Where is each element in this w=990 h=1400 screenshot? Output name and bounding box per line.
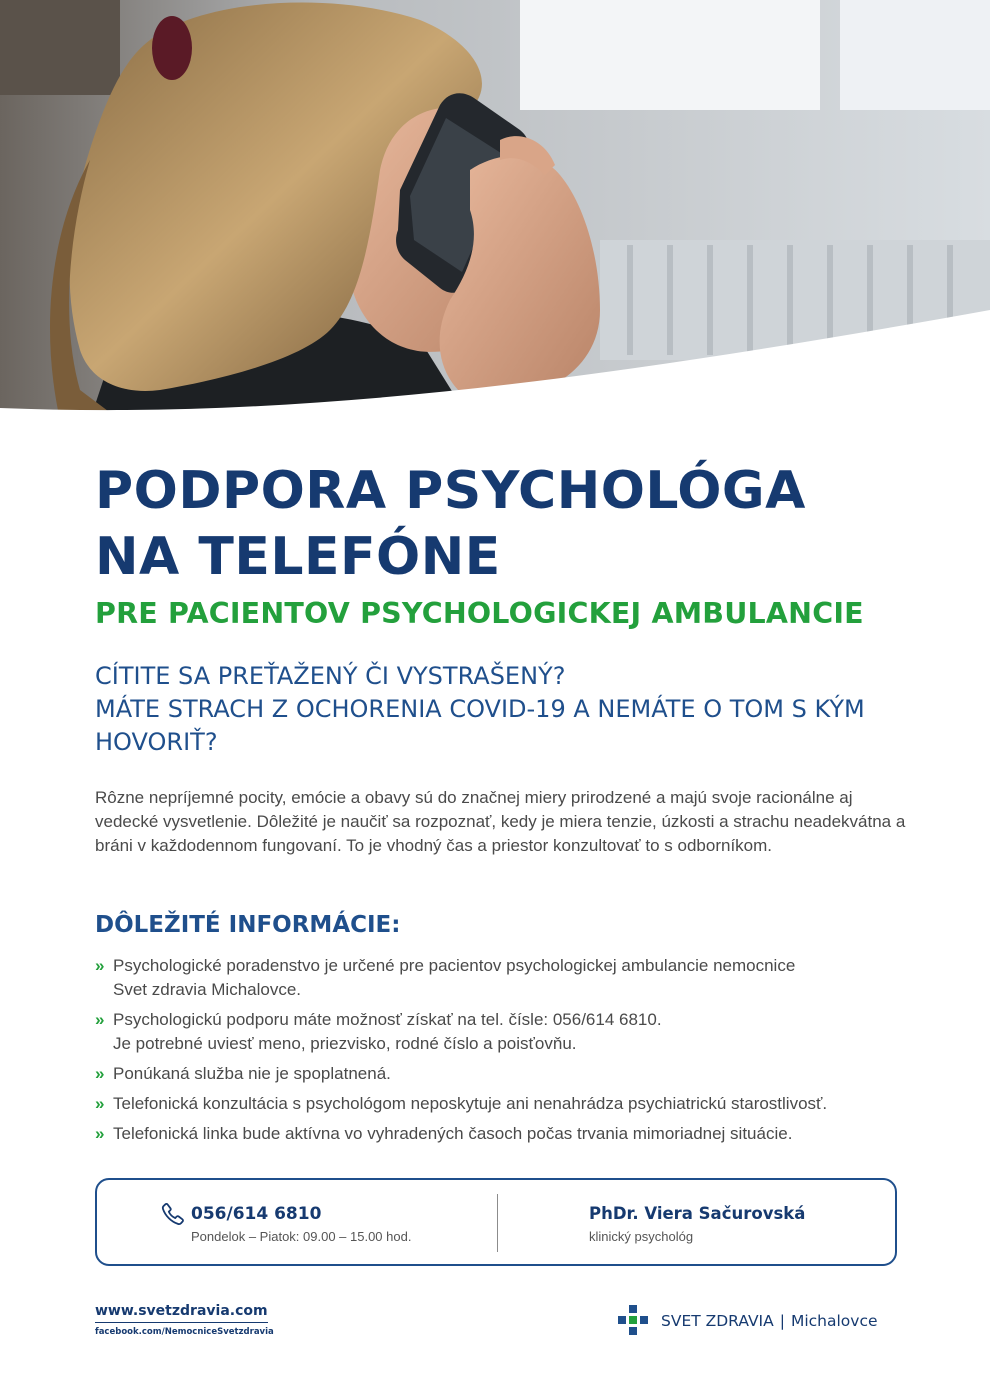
list-item bbox=[95, 1062, 925, 1086]
list-item-line-1: Telefonická konzultácia s psychológom neposkytuje ani nenahrádza psychiatrickú starostlivosť. bbox=[113, 1094, 828, 1113]
hero-photo bbox=[0, 0, 990, 420]
questions-block bbox=[95, 660, 955, 759]
logo-separator: | bbox=[779, 1312, 785, 1330]
title-line-2: NA TELEFÓNE bbox=[95, 527, 501, 587]
list-item bbox=[95, 1092, 925, 1116]
chevron-bullet-icon: » bbox=[95, 1010, 105, 1029]
list-item-line-2: Svet zdravia Michalovce. bbox=[113, 980, 302, 999]
logo-text bbox=[661, 1310, 878, 1332]
list-item bbox=[95, 1122, 925, 1146]
phone-icon bbox=[161, 1202, 185, 1226]
phone-number-link[interactable]: 056/614 6810 bbox=[191, 1204, 322, 1224]
chevron-bullet-icon: » bbox=[95, 956, 105, 975]
contact-box bbox=[95, 1178, 897, 1266]
poster-title bbox=[95, 458, 955, 590]
logo-brand: SVET ZDRAVIA bbox=[661, 1312, 774, 1330]
list-item-line-1: Telefonická linka bude aktívna vo vyhradených časoch počas trvania mimoriadnej situácie. bbox=[113, 1124, 793, 1143]
logo-city: Michalovce bbox=[790, 1312, 878, 1330]
chevron-bullet-icon: » bbox=[95, 1064, 105, 1083]
svet-zdravia-logo bbox=[617, 1304, 907, 1338]
list-item-line-1: Psychologické poradenstvo je určené pre pacientov psychologickej ambulancie nemocnice bbox=[113, 956, 796, 975]
list-item bbox=[95, 954, 925, 1002]
intro-paragraph: Rôzne nepríjemné pocity, emócie a obavy sú do značnej miery prirodzené a majú svoje racionálne aj vedecké vysvetlenie. Dôležité je naučiť sa rozpoznať, kedy je miera tenzie, úzkosti a strachu neadekvátna a bráni v každodennom fungovaní. To je vhodný čas a priestor konzultovať to s odborníkom. bbox=[95, 788, 906, 855]
office-hours: Pondelok – Piatok: 09.00 – 15.00 hod. bbox=[191, 1229, 412, 1244]
question-line-3: HOVORIŤ? bbox=[95, 728, 218, 756]
contact-divider bbox=[497, 1194, 498, 1252]
title-line-1: PODPORA PSYCHOLÓGA bbox=[95, 461, 806, 521]
info-list bbox=[95, 954, 925, 1152]
poster-subtitle: PRE PACIENTOV PSYCHOLOGICKEJ AMBULANCIE bbox=[95, 597, 864, 630]
chevron-bullet-icon: » bbox=[95, 1124, 105, 1143]
doctor-role: klinický psychológ bbox=[589, 1229, 694, 1244]
info-heading: DÔLEŽITÉ INFORMÁCIE: bbox=[95, 912, 401, 938]
doctor-name: PhDr. Viera Sačurovská bbox=[589, 1204, 806, 1223]
list-item-line-2: Je potrebné uviesť meno, priezvisko, rodné číslo a poisťovňu. bbox=[113, 1034, 577, 1053]
facebook-link[interactable]: facebook.com/NemocniceSvetzdravia bbox=[95, 1327, 274, 1337]
list-item-line-1: Ponúkaná služba nie je spoplatnená. bbox=[113, 1064, 391, 1083]
question-line-1: CÍTITE SA PREŤAŽENÝ ČI VYSTRAŠENÝ? bbox=[95, 662, 566, 690]
chevron-bullet-icon: » bbox=[95, 1094, 105, 1113]
website-link[interactable]: www.svetzdravia.com bbox=[95, 1302, 268, 1323]
question-line-2: MÁTE STRACH Z OCHORENIA COVID-19 A NEMÁTE O TOM S KÝM bbox=[95, 695, 865, 723]
list-item bbox=[95, 1008, 925, 1056]
cross-logo-icon bbox=[617, 1304, 649, 1336]
woman-on-phone-illustration bbox=[0, 0, 990, 420]
list-item-line-1: Psychologickú podporu máte možnosť získať na tel. čísle: 056/614 6810. bbox=[113, 1010, 662, 1029]
